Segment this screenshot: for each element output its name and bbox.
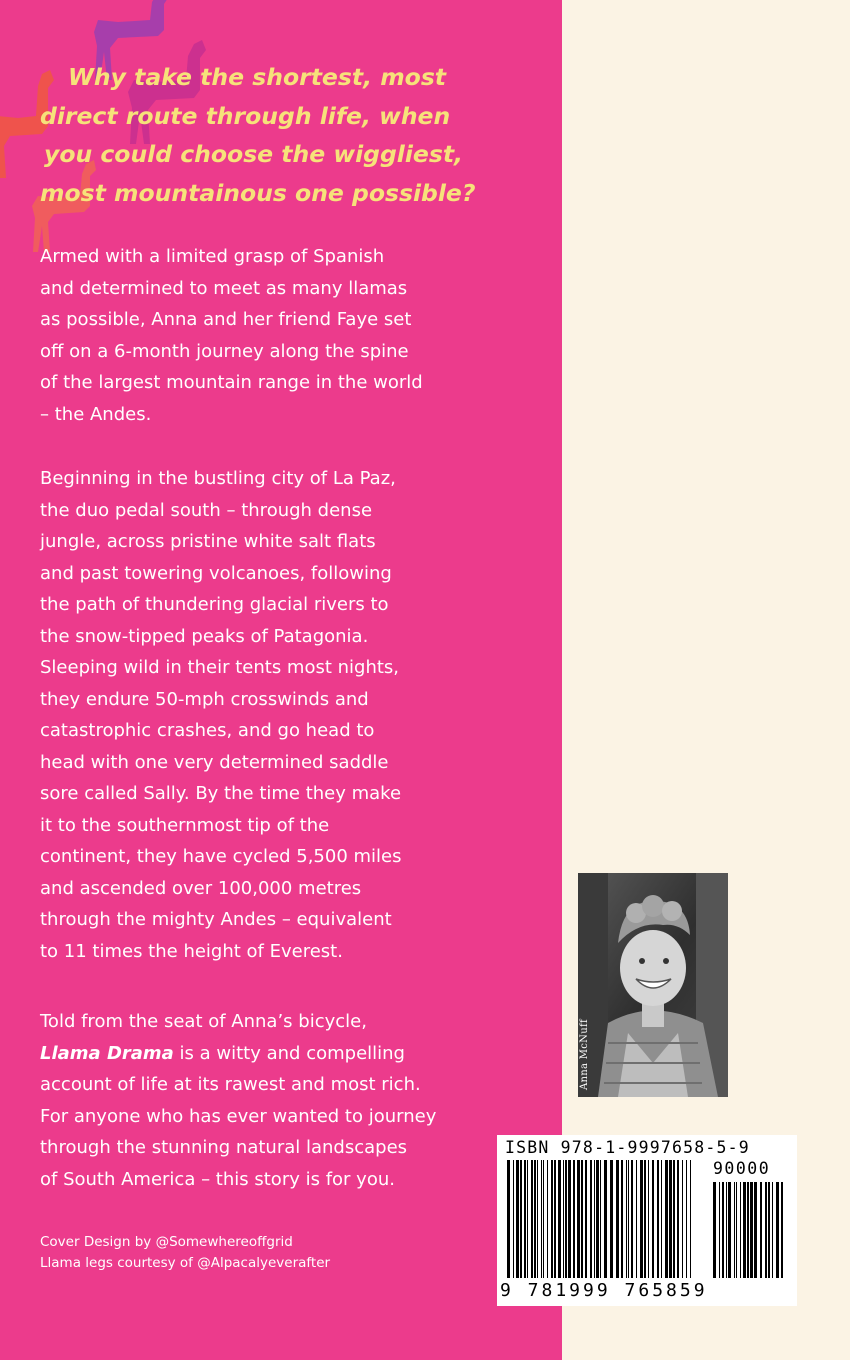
barcode-bar	[644, 1160, 646, 1278]
barcode-bar	[631, 1160, 633, 1278]
barcode-bar	[610, 1160, 613, 1278]
blurb-line: jungle, across pristine white salt flats	[40, 531, 376, 552]
blurb-line: sore called Sally. By the time they make	[40, 783, 402, 804]
author-photo-caption: Anna McNuff	[579, 1019, 590, 1090]
barcode-bar	[736, 1182, 737, 1278]
barcode-bar	[652, 1160, 654, 1278]
barcode-bar	[747, 1182, 749, 1278]
barcode-bar	[765, 1182, 767, 1278]
barcode-bar	[772, 1182, 773, 1278]
blurb-line: continent, they have cycled 5,500 miles	[40, 846, 402, 867]
book-title: Llama Drama	[40, 1042, 174, 1064]
blurb-paragraph-3	[40, 1006, 450, 1195]
author-photo-illustration	[578, 873, 728, 1097]
barcode-bar	[626, 1160, 627, 1278]
blurb-line: to 11 times the height of Everest.	[40, 940, 343, 962]
barcode-bar	[690, 1160, 691, 1278]
barcode-bar	[590, 1160, 592, 1278]
blurb-line: the path of thundering glacial rivers to	[40, 594, 389, 615]
barcode-bar	[750, 1182, 753, 1278]
blurb-line: For anyone who has ever wanted to journey	[40, 1105, 437, 1127]
blurb-line: it to the southernmost tip of the	[40, 814, 330, 836]
barcode-bar	[665, 1160, 668, 1278]
blurb-line: and past towering volcanoes, following	[40, 562, 392, 584]
ean-digits: 9 781999 765859	[500, 1280, 708, 1301]
tagline-line: Why take the shortest, most	[68, 63, 447, 91]
ean-barcode	[507, 1160, 697, 1278]
barcode-bar	[520, 1160, 522, 1278]
barcode-bar	[534, 1160, 536, 1278]
blurb-line: head with one very determined saddle	[40, 751, 389, 773]
price-code: 90000	[713, 1159, 771, 1178]
barcode-bar	[754, 1182, 757, 1278]
barcode-bar	[524, 1160, 526, 1278]
barcode-bar	[768, 1182, 770, 1278]
barcode-bar	[554, 1160, 556, 1278]
blurb-line: Armed with a limited grasp of Spanish	[40, 246, 385, 267]
barcode-bar	[726, 1182, 727, 1278]
blurb-line: the duo pedal south – through dense	[40, 499, 373, 521]
blurb-line: as possible, Anna and her friend Faye set	[40, 309, 412, 330]
barcode-bar	[547, 1160, 548, 1278]
barcode-bar	[585, 1160, 587, 1278]
barcode-bar	[573, 1160, 575, 1278]
barcode-bar	[565, 1160, 567, 1278]
barcode-bar	[527, 1160, 528, 1278]
blurb-line: – the Andes.	[40, 403, 152, 425]
blurb-line: the snow-tipped peaks of Patagonia.	[40, 625, 369, 647]
blurb-line: and ascended over 100,000 metres	[40, 877, 362, 899]
barcode-bar	[740, 1182, 741, 1278]
barcode-bar	[776, 1182, 779, 1278]
barcode-bar	[513, 1160, 514, 1278]
barcode-bar	[568, 1160, 571, 1278]
barcode-bar	[640, 1160, 643, 1278]
barcode-bar	[686, 1160, 687, 1278]
barcode-bar	[543, 1160, 544, 1278]
blurb-line: through the stunning natural landscapes	[40, 1137, 408, 1158]
barcode-bar	[551, 1160, 553, 1278]
cover-design-credit: Cover Design by @Somewhereoffgrid	[40, 1234, 293, 1250]
barcode-bar	[713, 1182, 716, 1278]
blurb-line: Beginning in the bustling city of La Paz,	[40, 468, 396, 489]
price-barcode	[713, 1182, 789, 1278]
barcode-bar	[507, 1160, 510, 1278]
barcode-bar	[648, 1160, 649, 1278]
barcode-bar	[636, 1160, 637, 1278]
barcode-bar	[558, 1160, 561, 1278]
barcode-bar	[541, 1160, 542, 1278]
tagline-line: direct route through life, when	[40, 101, 451, 130]
barcode-bar	[621, 1160, 623, 1278]
author-photo	[578, 873, 728, 1097]
blurb-line: catastrophic crashes, and go head to	[40, 720, 375, 741]
tagline-line: you could choose the wiggliest,	[44, 140, 463, 168]
blurb-paragraph-1	[40, 241, 450, 430]
barcode-bar	[728, 1182, 731, 1278]
barcode-bar	[719, 1182, 720, 1278]
barcode-bar	[760, 1182, 762, 1278]
llama-legs-credit: Llama legs courtesy of @Alpacalyeverafter	[40, 1255, 331, 1271]
blurb-line: off on a 6-month journey along the spine	[40, 340, 409, 362]
tagline-line: most mountainous one possible?	[40, 178, 476, 207]
barcode-bar	[531, 1160, 533, 1278]
barcode-bar	[677, 1160, 679, 1278]
barcode-bar	[516, 1160, 519, 1278]
barcode-bar	[734, 1182, 735, 1278]
barcode-bar	[743, 1182, 746, 1278]
blurb-line-rest: is a witty and compelling	[173, 1042, 405, 1064]
barcode-bar	[604, 1160, 607, 1278]
blurb-line: and determined to meet as many llamas	[40, 277, 408, 299]
barcode-bar	[563, 1160, 564, 1278]
blurb-line: of South America – this story is for you.	[40, 1168, 395, 1190]
barcode-bar	[682, 1160, 683, 1278]
barcode-bar	[616, 1160, 619, 1278]
blurb-line: Sleeping wild in their tents most nights,	[40, 657, 400, 678]
barcode-bar	[628, 1160, 629, 1278]
barcode-bar	[661, 1160, 662, 1278]
isbn-label: ISBN 978-1-9997658-5-9	[505, 1138, 750, 1157]
barcode-bar	[657, 1160, 659, 1278]
barcode-bar	[673, 1160, 675, 1278]
blurb-line: of the largest mountain range in the world	[40, 372, 423, 393]
barcode-bar	[722, 1182, 724, 1278]
blurb-line: Told from the seat of Anna’s bicycle,	[40, 1011, 367, 1032]
blurb-line: they endure 50-mph crosswinds and	[40, 688, 369, 710]
barcode-bar	[577, 1160, 580, 1278]
barcode-bar	[537, 1160, 538, 1278]
barcode-bar	[581, 1160, 583, 1278]
barcode-bar	[594, 1160, 595, 1278]
blurb-line: through the mighty Andes – equivalent	[40, 909, 392, 930]
blurb-line: account of life at its rawest and most rich.	[40, 1074, 421, 1095]
tagline	[40, 58, 476, 212]
barcode-bar	[600, 1160, 601, 1278]
credits	[40, 1232, 330, 1274]
barcode-bar	[781, 1182, 783, 1278]
barcode-bar	[669, 1160, 672, 1278]
barcode-bar	[596, 1160, 599, 1278]
blurb-paragraph-2	[40, 463, 450, 967]
blurb-line	[40, 1038, 450, 1070]
